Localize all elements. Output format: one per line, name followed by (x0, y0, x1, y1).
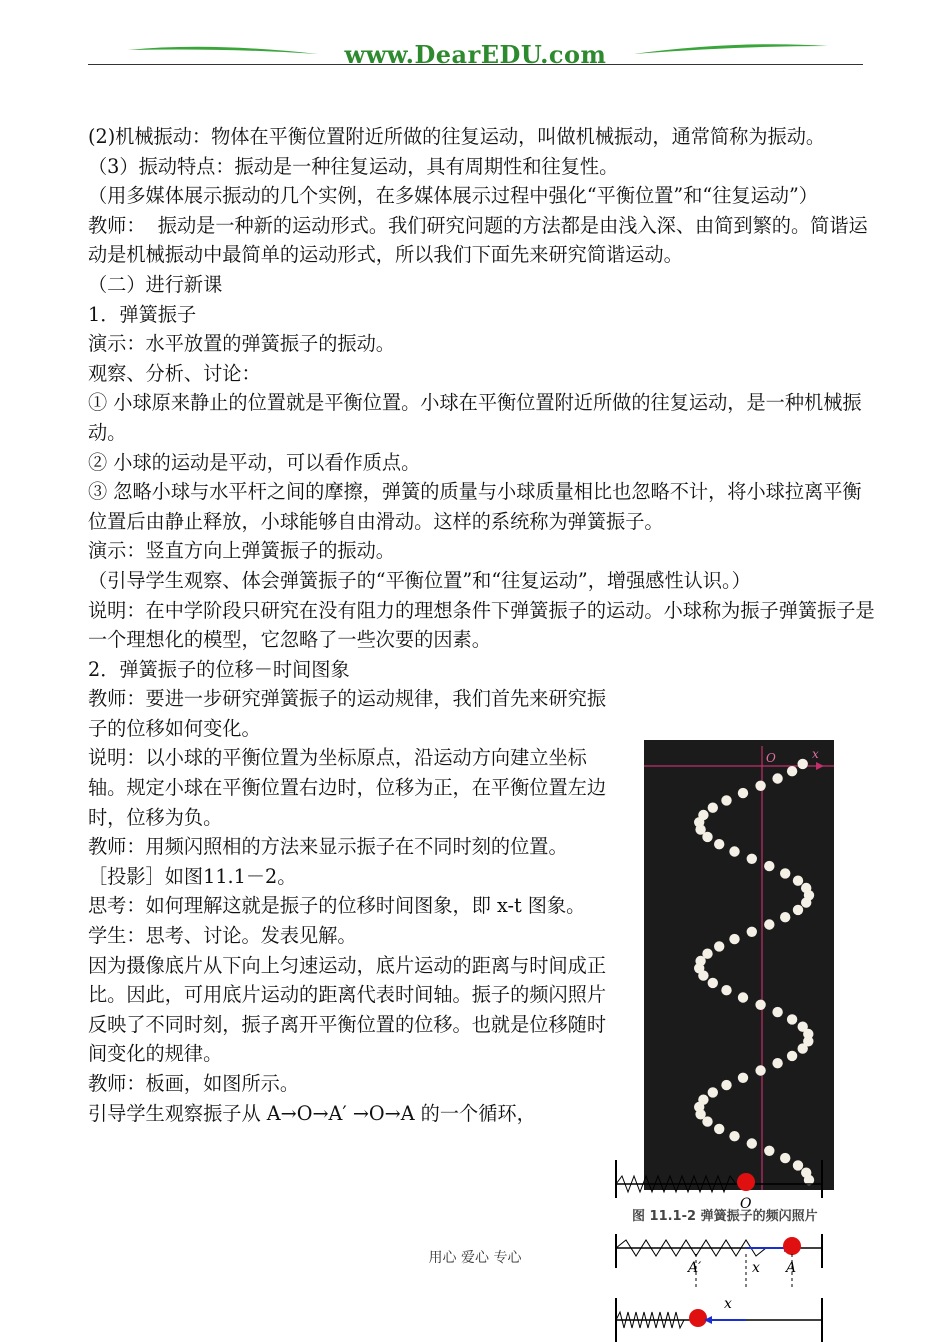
paragraph: 教师：用频闪照相的方法来显示振子在不同时刻的位置。 (88, 835, 568, 859)
strobe-dot (714, 839, 724, 849)
strobe-dot (764, 919, 774, 929)
paragraph: (2)机械振动：物体在平衡位置附近所做的往复运动，叫做机械振动，通常简称为振动。 (88, 125, 826, 148)
axis-x-label: x (812, 747, 819, 761)
strobe-dot (798, 759, 808, 769)
strobe-dot (698, 1095, 708, 1105)
strobe-dot (729, 934, 739, 944)
strobe-dot (729, 1131, 739, 1141)
strobe-dot (708, 978, 718, 988)
strobe-dot (755, 781, 765, 791)
section-heading: （二）进行新课 (88, 272, 223, 296)
strobe-dot (787, 766, 797, 776)
strobe-dot (714, 941, 724, 951)
paragraph: ［投影］如图11.1－2。 (88, 864, 297, 888)
paragraph: 说明：以小球的平衡位置为坐标原点，沿运动方向建立坐标轴。规定小球在平衡位置右边时，位移为正，在平衡位置左边时，位移为负。 (88, 746, 607, 829)
strobe-dot (772, 1007, 782, 1017)
label-a: A (786, 1260, 797, 1276)
paragraph: 学生：思考、讨论。发表见解。 (88, 924, 357, 948)
axis-origin-label: O (766, 751, 776, 765)
oscillator-ball (689, 1309, 707, 1327)
paragraph: ① 小球原来静止的位置就是平衡位置。小球在平衡位置附近所做的往复运动，是一种机械振动。 (88, 391, 862, 444)
label-x: x (752, 1260, 760, 1276)
strobe-dot (708, 1087, 718, 1097)
paragraph: 演示：竖直方向上弹簧振子的振动。 (88, 539, 395, 563)
strobe-dot (729, 846, 739, 856)
strobe-dot (738, 992, 748, 1002)
strobe-dot (793, 905, 803, 915)
label-a-prime: A′ (688, 1260, 702, 1276)
strobe-dot (764, 861, 774, 871)
strobe-dot (714, 1124, 724, 1134)
paragraph: ② 小球的运动是平动，可以看作质点。 (88, 450, 421, 474)
paragraph: 思考：如何理解这就是振子的位移时间图象，即 x-t 图象。 (88, 894, 586, 918)
strobe-dot (721, 985, 731, 995)
strobe-dot (780, 868, 790, 878)
strobe-dot (801, 883, 811, 893)
figure-caption: 图 11.1-2 弹簧振子的频闪照片 (632, 1209, 818, 1224)
paragraph: 教师： 振动是一种新的运动形式。我们研究问题的方法都是由浅入深、由简到繁的。简谐运动是机械振动中最简单的运动形式，所以我们下面先来研究简谐运动。 (88, 213, 868, 267)
subsection-heading: 1．弹簧振子 (88, 302, 197, 326)
paragraph: ③ 忽略小球与水平杆之间的摩擦，弹簧的质量与小球质量相比也忽略不计，将小球拉离平衡位置后由静止释放，小球能够自由滑动。这样的系统称为弹簧振子。 (88, 480, 862, 533)
spring-diagram-equilibrium (616, 1160, 822, 1212)
strobe-dot (755, 1065, 765, 1075)
strobe-dot (721, 1080, 731, 1090)
label-x: x (724, 1296, 732, 1312)
strobe-dot (698, 810, 708, 820)
strobe-dot (747, 1138, 757, 1148)
paragraph: 教师：要进一步研究弹簧振子的运动规律，我们首先来研究振子的位移如何变化。 (88, 687, 607, 740)
strobe-dot (721, 795, 731, 805)
header-rule (88, 64, 863, 65)
paragraph: （3）振动特点：振动是一种往复运动，具有周期性和往复性。 (88, 154, 619, 178)
oscillator-ball (737, 1173, 755, 1191)
logo-text: www.DearEDU.com (344, 40, 607, 69)
narrow-column (88, 684, 613, 1128)
strobe-dot (738, 1073, 748, 1083)
spring-oscillator-diagrams (612, 1150, 840, 1342)
strobe-dot (747, 854, 757, 864)
strobe-dot (793, 876, 803, 886)
paragraph: 引导学生观察振子从 A→O→A′ →O→A 的一个循环， (88, 1101, 536, 1125)
strobe-dot (708, 803, 718, 813)
paragraph: 演示：水平放置的弹簧振子的振动。 (88, 332, 395, 356)
subsection-heading: 2．弹簧振子的位移－时间图象 (88, 657, 350, 681)
strobe-dot (738, 788, 748, 798)
strobe-photo-figure (644, 740, 834, 1190)
strobe-dot (702, 949, 712, 959)
strobe-dot (755, 1000, 765, 1010)
strobe-dot (747, 927, 757, 937)
paragraph: （引导学生观察、体会弹簧振子的“平衡位置”和“往复运动”，增强感性认识。） (88, 568, 751, 592)
page-header (88, 36, 863, 76)
strobe-dot (772, 1058, 782, 1068)
paragraph: 因为摄像底片从下向上匀速运动，底片运动的距离与时间成正比。因此，可用底片运动的距离代表时间轴。振子的频闪照片反映了不同时刻，振子离开平衡位置的位移。也就是位移随时间变化的规律。 (88, 953, 607, 1066)
paragraph: 说明：在中学阶段只研究在没有阻力的理想条件下弹簧振子的运动。小球称为振子弹簧振子是一个理想化的模型，它忽略了一些次要的因素。 (88, 598, 875, 652)
strobe-dot (787, 1014, 797, 1024)
strobe-dot (780, 912, 790, 922)
paragraph: 观察、分析、讨论： (88, 361, 261, 385)
photo-background (644, 740, 834, 1190)
paragraph: （用多媒体展示振动的几个实例，在多媒体展示过程中强化“平衡位置”和“往复运动”） (88, 184, 818, 208)
label-o: O (740, 1196, 752, 1212)
strobe-dot (772, 773, 782, 783)
spring-diagram-compressed (616, 1296, 822, 1342)
strobe-dot (798, 1022, 808, 1032)
page-footer: 用心 爱心 专心 (428, 1250, 522, 1266)
paragraph: 教师：板画，如图所示。 (88, 1072, 300, 1095)
strobe-dot (787, 1051, 797, 1061)
